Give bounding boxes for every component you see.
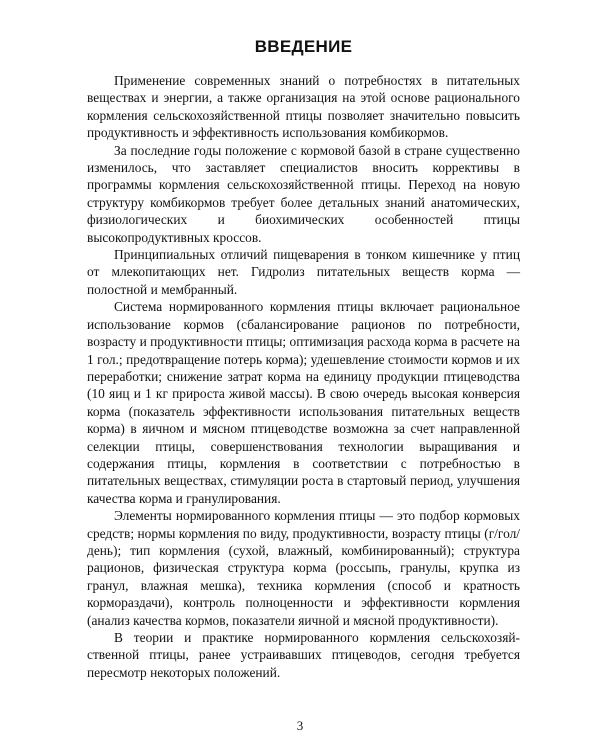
paragraph-4: Система нормированного кормления птицы включает рациональное использование кормов (сбалансирование рационов по потребности, возрасту и продуктивности птицы; оптимизация расхода корма в расчете на 1 гол.; предотвращение потерь корма); удешевление стоимости кормов и их переработки; снижение затрат корма на единицу продукции птицеводства (10 яиц и 1 кг прироста живой массы). В свою очередь высокая конверсия корма (показатель эффективности использования питательных веществ корма) в яичном и мясном птицеводстве возможна за счет направленной селекции птицы, совершенствования технологии выращивания и содержания птицы, кормления в соответствии с потребностью в питательных веществах, стимуляции роста в стартовый период, улучшения качества корма и гранулирования. [87, 299, 520, 506]
chapter-heading: ВВЕДЕНИЕ [254, 37, 353, 56]
paragraph-5: Элементы нормированного кормления птицы — это подбор кормовых средств; нормы кормления по виду, продуктивности, возрасту птицы (г/гол/день); тип кормления (сухой, влажный, комбинированный); структура рационов, физическая структура корма (россыпь, гранулы, крупка из гранул, влажная мешка), техника кормления (способ и кратность кормораздачи), контроль полноценности и эффективности кормления (анализ качества кормов, показатели яичной и мясной продуктивности). [87, 508, 520, 628]
paragraph-6: В теории и практике нормированного кормления сельскохозяйственной птицы, ранее устраивавших птицеводов, сегодня требуется пересмотр некоторых положений. [87, 630, 520, 680]
page-body [87, 36, 520, 681]
paragraph-2: За последние годы положение с кормовой базой в стране существенно изменилось, что заставляет специалистов вносить коррективы в программы кормления сельскохозяйственной птицы. Переход на новую структуру комбикормов требует более детальных знаний анатомических, физиологических и биохимических особенностей птицы высокопродуктивных кроссов. [87, 142, 520, 245]
page-number: 3 [296, 718, 304, 733]
paragraph-1: Применение современных знаний о потребностях в питательных веществах и энергии, а также организация на этой основе рационального кормления сельскохозяйственной птицы позволяет значительно повысить продуктивность и эффективность использования комбикормов. [87, 73, 520, 141]
paragraph-3: Принципиальных отличий пищеварения в тонком кишечнике у птиц от млекопитающих нет. Гидролиз питательных веществ корма — полостной и мембранный. [87, 247, 520, 297]
